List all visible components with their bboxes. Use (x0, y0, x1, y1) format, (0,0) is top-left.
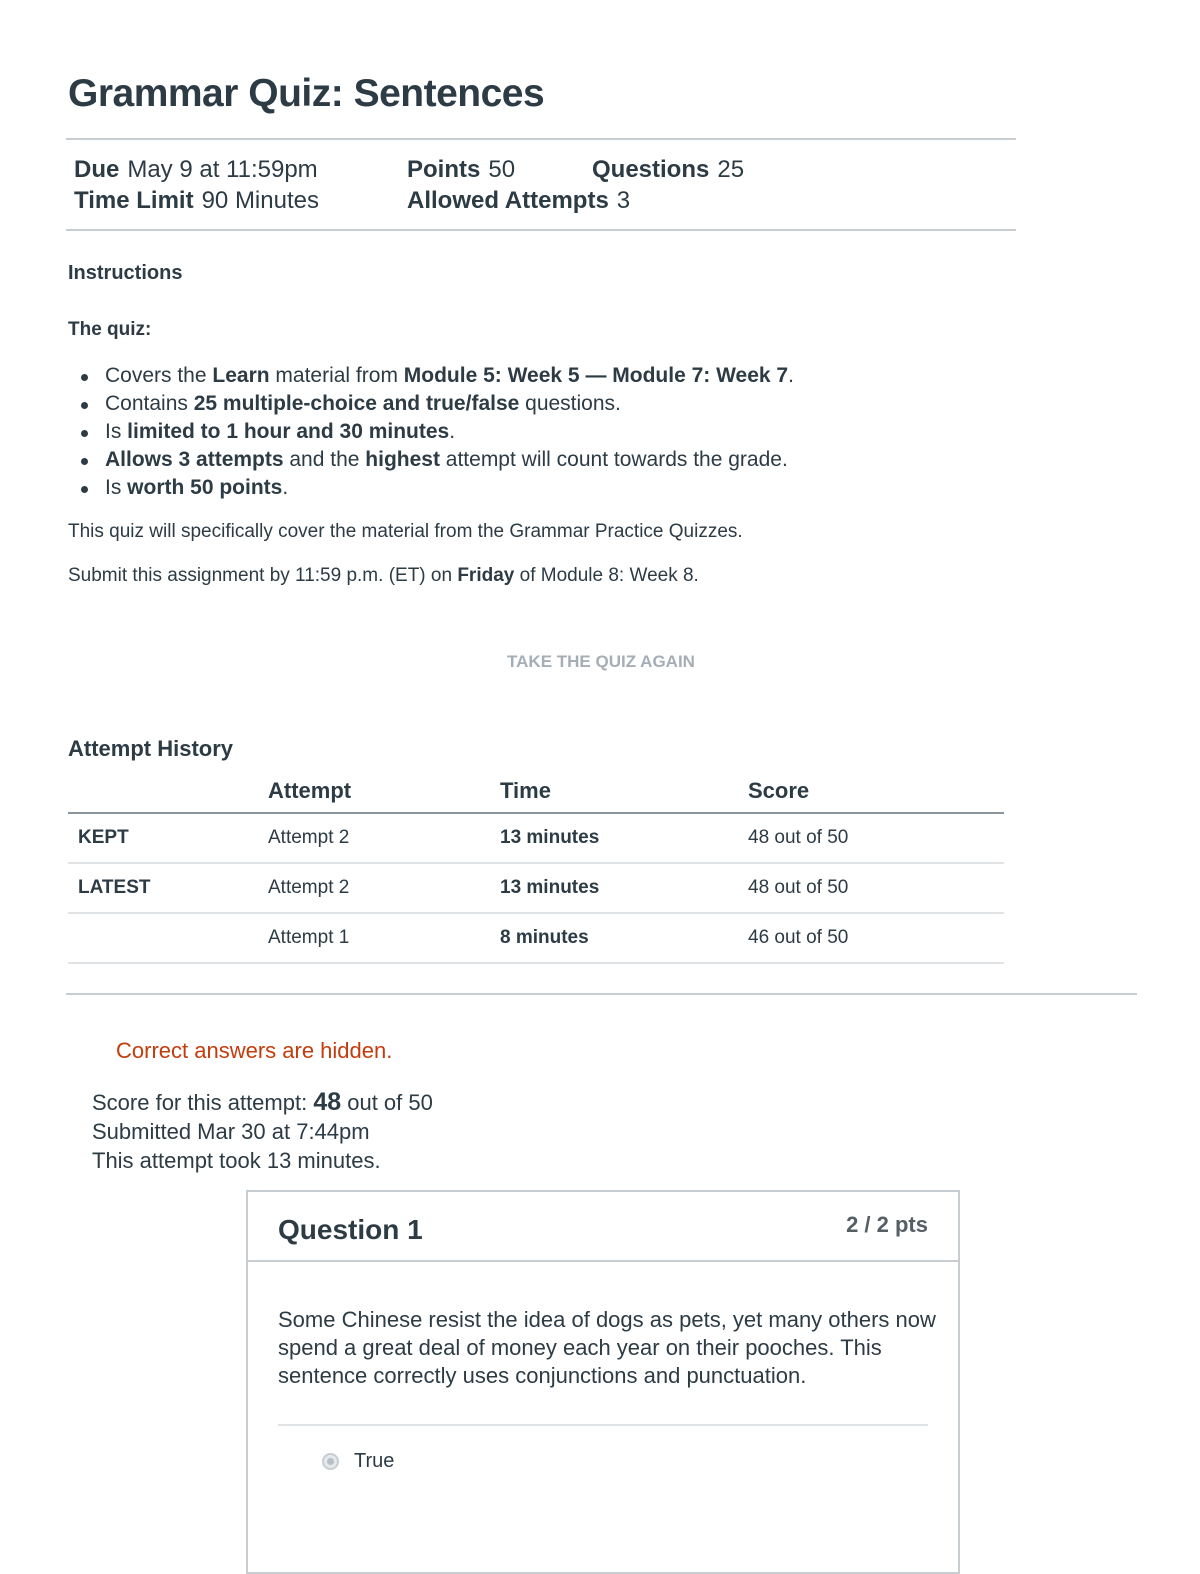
answer-label: True (354, 1449, 395, 1472)
submission-deadline: Submit this assignment by 11:59 p.m. (ET) on Friday of Module 8: Week 8. (68, 565, 699, 586)
questions-label: Questions (592, 156, 710, 183)
list-item: Is limited to 1 hour and 30 minutes. (68, 418, 968, 446)
questions-value: 25 (717, 156, 745, 183)
attempt-status (68, 913, 268, 963)
time-limit-value: 90 Minutes (201, 187, 319, 214)
page-title: Grammar Quiz: Sentences (68, 72, 545, 115)
column-header-score: Score (748, 770, 1004, 813)
attempt-link[interactable]: Attempt 2 (268, 827, 350, 848)
question-points: 2 / 2 pts (846, 1212, 928, 1237)
instructions-intro: The quiz: (68, 319, 152, 340)
question-text: Some Chinese resist the idea of dogs as pets, yet many others now spend a great deal of money each year on their pooches. This sentence correctly uses conjunctions and punctuation. (278, 1307, 936, 1388)
allowed-attempts-label: Allowed Attempts (407, 187, 609, 214)
due-value: May 9 at 11:59pm (127, 156, 318, 183)
points-value: 50 (488, 156, 516, 183)
attempt-score-value: 48 (313, 1088, 342, 1116)
due-label: Due (74, 156, 120, 183)
table-row (68, 813, 1004, 863)
attempt-time: 13 minutes (500, 813, 748, 863)
radio-icon (322, 1453, 339, 1470)
points-info (407, 156, 515, 184)
take-quiz-again-button[interactable]: TAKE THE QUIZ AGAIN (480, 648, 722, 676)
coverage-note: This quiz will specifically cover the material from the Grammar Practice Quizzes. (68, 521, 743, 542)
attempt-score: 46 out of 50 (748, 913, 1004, 963)
allowed-attempts-value: 3 (616, 187, 631, 214)
attempt-history-table (68, 770, 1004, 964)
attempt-link[interactable]: Attempt 2 (268, 877, 350, 898)
submitted-time: Submitted Mar 30 at 7:44pm (92, 1119, 370, 1144)
column-header-attempt: Attempt (268, 770, 500, 813)
column-header (68, 770, 268, 813)
time-limit-label: Time Limit (74, 187, 194, 214)
table-row (68, 913, 1004, 963)
question-title: Question 1 (278, 1214, 423, 1245)
allowed-attempts (407, 187, 630, 215)
results-divider (66, 993, 1137, 995)
table-row (68, 863, 1004, 913)
instructions-list (68, 362, 968, 502)
column-header-time: Time (500, 770, 748, 813)
table-header-row (68, 770, 1004, 813)
points-label: Points (407, 156, 481, 183)
list-item: Allows 3 attempts and the highest attempt will count towards the grade. (68, 446, 968, 474)
title-divider (66, 138, 1016, 140)
question-divider (278, 1424, 928, 1426)
attempt-link[interactable]: Attempt 1 (268, 927, 350, 948)
attempt-duration: This attempt took 13 minutes. (92, 1148, 381, 1173)
time-limit (74, 187, 319, 215)
attempt-history-heading: Attempt History (68, 736, 234, 761)
meta-divider (66, 229, 1016, 231)
question-card (246, 1190, 960, 1574)
due-date (74, 156, 318, 184)
attempt-score: 48 out of 50 (748, 863, 1004, 913)
list-item: Is worth 50 points. (68, 474, 968, 502)
question-header (248, 1192, 958, 1262)
instructions-heading: Instructions (68, 262, 183, 284)
attempt-score-line: Score for this attempt: 48 out of 50 (92, 1088, 433, 1116)
list-item: Covers the Learn material from Module 5: Week 5 — Module 7: Week 7. (68, 362, 968, 390)
answer-option (322, 1448, 394, 1474)
attempt-summary (92, 1088, 433, 1175)
list-item: Contains 25 multiple-choice and true/false questions. (68, 390, 968, 418)
attempt-time: 8 minutes (500, 913, 748, 963)
attempt-status: LATEST (68, 863, 268, 913)
attempt-score: 48 out of 50 (748, 813, 1004, 863)
attempt-status: KEPT (68, 813, 268, 863)
questions-info (592, 156, 744, 184)
attempt-time: 13 minutes (500, 863, 748, 913)
correct-answers-hidden-notice: Correct answers are hidden. (116, 1038, 393, 1063)
